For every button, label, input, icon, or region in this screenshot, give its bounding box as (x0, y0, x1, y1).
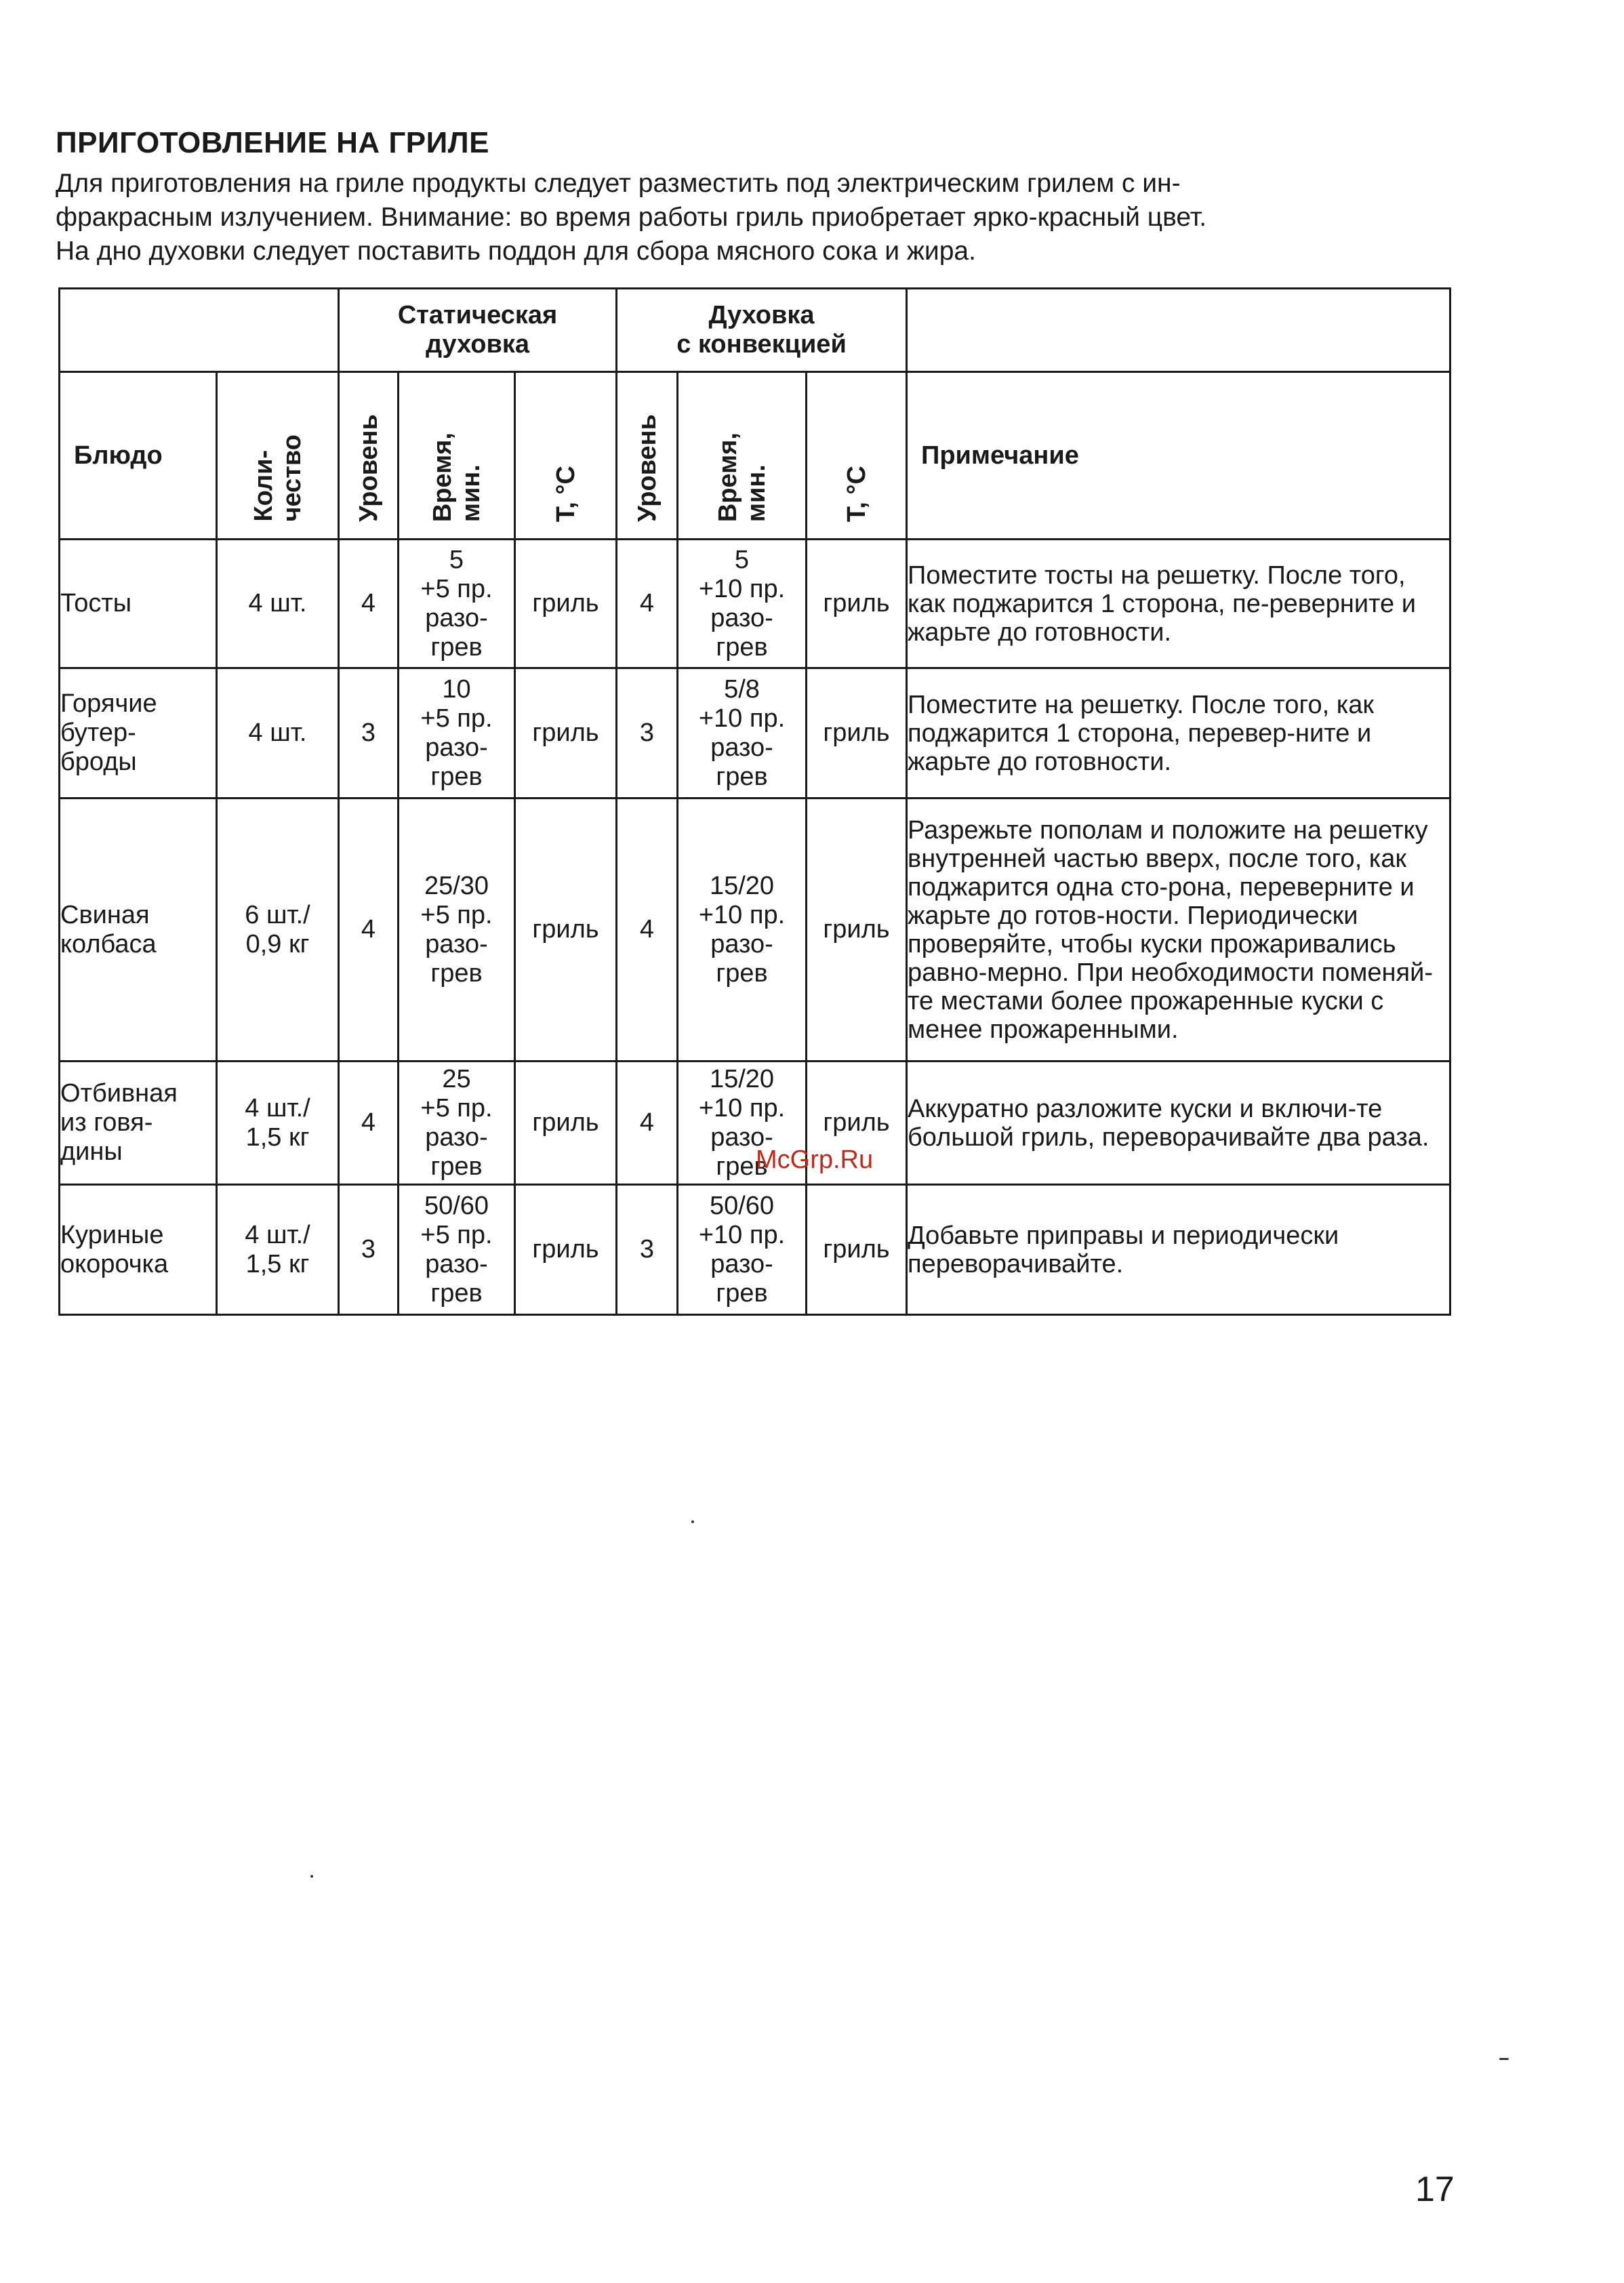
scan-speck (310, 1875, 313, 1878)
column-header-row (60, 372, 1450, 540)
column-header-temp-label: Т, °С (551, 465, 580, 522)
convection-time-cell: 15/20 +10 пр. разо- грев (678, 1062, 807, 1185)
note-cell: Разрежьте пополам и положите на решетку внутренней частью вверх, после того, как поджарится одна сто-рона, переверните и жарьте до готов-ности. Периодически проверяйте, чтобы куски прожаривались равно-мерно. При необходимости поменяй-те местами более прожаренные куски с менее прожаренными. (907, 799, 1450, 1062)
note-cell: Аккуратно разложите куски и включи-те большой гриль, переворачивайте два раза. (907, 1062, 1450, 1185)
dish-cell: Отбивная из говя- дины (60, 1062, 217, 1185)
table-row (60, 1185, 1450, 1315)
column-header-temp-convection (807, 372, 907, 540)
blank-note-group-header (907, 289, 1450, 372)
group-header-row (60, 289, 1450, 372)
convection-temp-cell: гриль (807, 668, 907, 799)
static-temp-cell: гриль (515, 1185, 617, 1315)
convection-level-cell: 3 (617, 1185, 678, 1315)
column-header-time-convection (678, 372, 807, 540)
note-cell: Поместите тосты на решетку. После того, как поджарится 1 сторона, пе-реверните и жарьте до готовности. (907, 540, 1450, 668)
static-level-cell: 3 (339, 668, 399, 799)
column-header-level-convection (617, 372, 678, 540)
static-time-cell: 50/60 +5 пр. разо- грев (399, 1185, 515, 1315)
static-time-cell: 25 +5 пр. разо- грев (399, 1062, 515, 1185)
dish-cell: Горячие бутер- броды (60, 668, 217, 799)
column-header-time2-label: Время, мин. (713, 432, 771, 522)
quantity-cell: 4 шт. (217, 668, 339, 799)
table-row (60, 1062, 1450, 1185)
quantity-cell: 6 шт./ 0,9 кг (217, 799, 339, 1062)
convection-time-cell: 50/60 +10 пр. разо- грев (678, 1185, 807, 1315)
convection-time-cell: 5/8 +10 пр. разо- грев (678, 668, 807, 799)
convection-oven-header: Духовка с конвекцией (617, 289, 907, 372)
static-level-cell: 3 (339, 1185, 399, 1315)
convection-temp-cell: гриль (807, 799, 907, 1062)
static-level-cell: 4 (339, 540, 399, 668)
convection-time-cell: 15/20 +10 пр. разо- грев (678, 799, 807, 1062)
column-header-level-label: Уровень (354, 414, 383, 522)
intro-line: фракрасным излучением. Внимание: во время работы гриль приобретает ярко-красный цвет. (56, 203, 1207, 232)
column-header-note: Примечание (907, 372, 1450, 540)
table-row (60, 668, 1450, 799)
blank-group-header (60, 289, 339, 372)
convection-time-cell: 5 +10 пр. разо- грев (678, 540, 807, 668)
convection-level-cell: 3 (617, 668, 678, 799)
static-level-cell: 4 (339, 799, 399, 1062)
static-temp-cell: гриль (515, 799, 617, 1062)
table-row (60, 540, 1450, 668)
column-header-level2-label: Уровень (632, 414, 662, 522)
convection-temp-cell: гриль (807, 540, 907, 668)
column-header-temp (515, 372, 617, 540)
intro-paragraph (56, 167, 1452, 268)
intro-line: На дно духовки следует поставить поддон для сбора мясного сока и жира. (56, 237, 976, 266)
static-temp-cell: гриль (515, 540, 617, 668)
static-time-cell: 5 +5 пр. разо- грев (399, 540, 515, 668)
column-header-quantity-label: Коли- чество (249, 435, 306, 522)
static-oven-header: Статическая духовка (339, 289, 617, 372)
static-temp-cell: гриль (515, 1062, 617, 1185)
static-temp-cell: гриль (515, 668, 617, 799)
convection-level-cell: 4 (617, 540, 678, 668)
dish-cell: Тосты (60, 540, 217, 668)
quantity-cell: 4 шт./ 1,5 кг (217, 1062, 339, 1185)
quantity-cell: 4 шт. (217, 540, 339, 668)
table-row (60, 799, 1450, 1062)
column-header-dish: Блюдо (60, 372, 217, 540)
column-header-time-label: Время, мин. (428, 432, 485, 522)
convection-temp-cell: гриль (807, 1062, 907, 1185)
static-time-cell: 25/30 +5 пр. разо- грев (399, 799, 515, 1062)
column-header-temp2-label: Т, °С (842, 465, 871, 522)
convection-level-cell: 4 (617, 799, 678, 1062)
column-header-level (339, 372, 399, 540)
static-level-cell: 4 (339, 1062, 399, 1185)
scan-speck (691, 1520, 694, 1523)
page-number: 17 (1415, 2170, 1455, 2209)
note-cell: Добавьте приправы и периодически переворачивайте. (907, 1185, 1450, 1315)
column-header-time (399, 372, 515, 540)
grill-table (58, 287, 1451, 1316)
intro-line: Для приготовления на гриле продукты следует разместить под электрическим грилем с ин- (56, 169, 1181, 198)
quantity-cell: 4 шт./ 1,5 кг (217, 1185, 339, 1315)
page-title: ПРИГОТОВЛЕНИЕ НА ГРИЛЕ (56, 126, 489, 159)
column-header-quantity (217, 372, 339, 540)
dish-cell: Куриные окорочка (60, 1185, 217, 1315)
scan-speck (1499, 2058, 1509, 2060)
note-cell: Поместите на решетку. После того, как поджарится 1 сторона, перевер-ните и жарьте до готовности. (907, 668, 1450, 799)
watermark-text: McGrp.Ru (756, 1146, 874, 1174)
dish-cell: Свиная колбаса (60, 799, 217, 1062)
static-time-cell: 10 +5 пр. разо- грев (399, 668, 515, 799)
convection-temp-cell: гриль (807, 1185, 907, 1315)
convection-level-cell: 4 (617, 1062, 678, 1185)
